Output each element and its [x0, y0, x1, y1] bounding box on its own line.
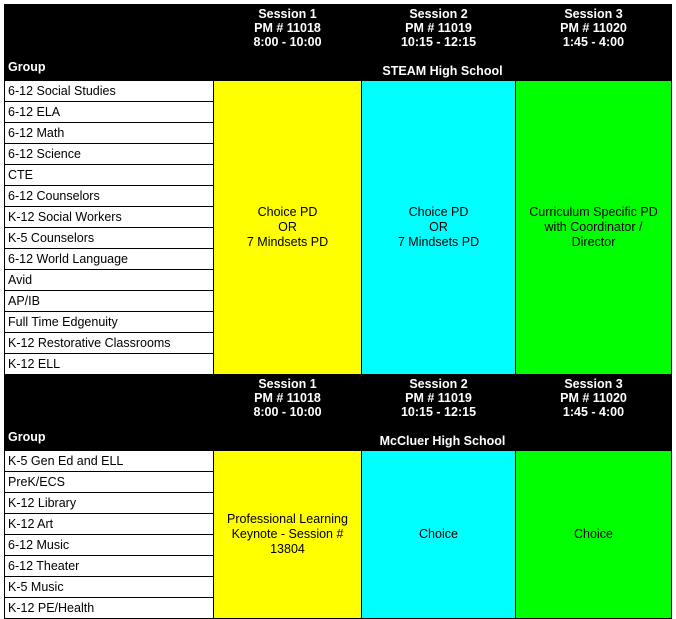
session-3-activity [516, 451, 672, 619]
group-row [5, 81, 672, 102]
session-header-row [5, 5, 672, 63]
activity-line: Choice PD [257, 205, 318, 219]
session-3-header [516, 5, 672, 63]
session-time: 10:15 - 12:15 [400, 405, 477, 419]
group-name: Full Time Edgenuity [5, 312, 214, 333]
activity-line: OR [278, 220, 297, 234]
session-1-activity [214, 451, 362, 619]
session-pm: PM # 11020 [560, 21, 627, 35]
session-name: Session 3 [564, 377, 623, 391]
session-2-activity [362, 81, 516, 375]
group-name: 6-12 Counselors [5, 186, 214, 207]
session-1-header [214, 5, 362, 63]
session-1-activity [214, 81, 362, 375]
schedule-document [4, 4, 671, 619]
session-2-header [362, 5, 516, 63]
group-column-header: Group [5, 375, 214, 451]
activity-line: Choice [574, 527, 613, 541]
session-3-activity [516, 81, 672, 375]
group-name: K-12 PE/Health [5, 598, 214, 619]
activity-line: 13804 [270, 542, 305, 556]
activity-line: Choice PD [408, 205, 469, 219]
schedule-table [4, 4, 672, 619]
session-name: Session 3 [564, 7, 623, 21]
group-name: 6-12 ELA [5, 102, 214, 123]
group-name: PreK/ECS [5, 472, 214, 493]
schedule-body [5, 5, 672, 619]
session-pm: PM # 11020 [560, 391, 627, 405]
group-name: K-5 Music [5, 577, 214, 598]
session-pm: PM # 11018 [254, 21, 321, 35]
group-name: 6-12 Math [5, 123, 214, 144]
group-name: 6-12 World Language [5, 249, 214, 270]
session-pm: PM # 11018 [254, 391, 321, 405]
session-2-header [362, 375, 516, 433]
session-time: 8:00 - 10:00 [253, 35, 322, 49]
activity-line: OR [429, 220, 448, 234]
session-time: 8:00 - 10:00 [253, 405, 322, 419]
session-name: Session 2 [409, 377, 468, 391]
session-3-header [516, 375, 672, 433]
group-column-header: Group [5, 5, 214, 81]
activity-line: Choice [419, 527, 458, 541]
group-name: K-12 ELL [5, 354, 214, 375]
group-name: Avid [5, 270, 214, 291]
group-name: K-5 Gen Ed and ELL [5, 451, 214, 472]
activity-line: Professional Learning [227, 512, 348, 526]
activity-line: 7 Mindsets PD [246, 235, 329, 249]
group-name: K-12 Social Workers [5, 207, 214, 228]
session-pm: PM # 11019 [405, 21, 472, 35]
group-name: CTE [5, 165, 214, 186]
session-name: Session 1 [258, 377, 317, 391]
activity-line: with Coordinator / [544, 220, 643, 234]
session-time: 1:45 - 4:00 [562, 405, 625, 419]
activity-line: Keynote - Session # [231, 527, 344, 541]
session-name: Session 1 [258, 7, 317, 21]
activity-line: 7 Mindsets PD [397, 235, 480, 249]
session-pm: PM # 11019 [405, 391, 472, 405]
group-name: AP/IB [5, 291, 214, 312]
session-1-header [214, 375, 362, 433]
school-name: McCluer High School [214, 433, 672, 451]
group-name: 6-12 Music [5, 535, 214, 556]
group-name: K-12 Art [5, 514, 214, 535]
activity-line: Director [571, 235, 616, 249]
group-name: K-5 Counselors [5, 228, 214, 249]
school-name: STEAM High School [214, 63, 672, 81]
session-time: 10:15 - 12:15 [400, 35, 477, 49]
session-2-activity [362, 451, 516, 619]
group-name: 6-12 Science [5, 144, 214, 165]
session-header-row [5, 375, 672, 433]
group-name: K-12 Library [5, 493, 214, 514]
session-name: Session 2 [409, 7, 468, 21]
activity-line: Curriculum Specific PD [529, 205, 658, 219]
group-name: K-12 Restorative Classrooms [5, 333, 214, 354]
group-name: 6-12 Theater [5, 556, 214, 577]
group-row [5, 451, 672, 472]
session-time: 1:45 - 4:00 [562, 35, 625, 49]
group-name: 6-12 Social Studies [5, 81, 214, 102]
